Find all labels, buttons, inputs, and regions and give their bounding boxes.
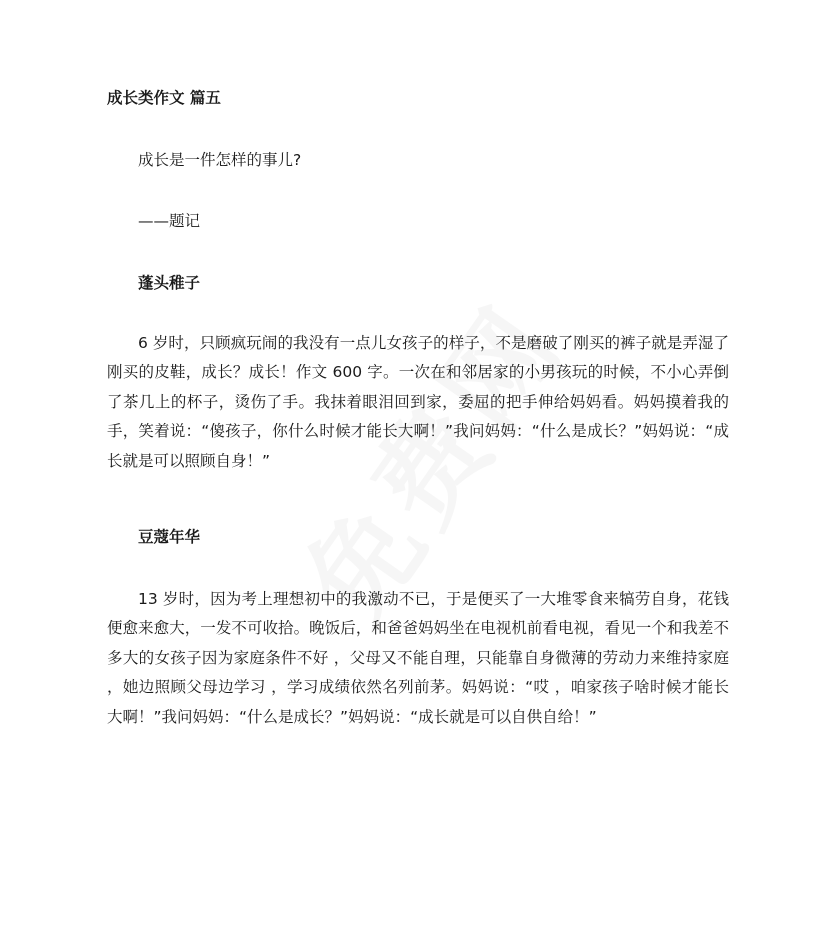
section-heading-2: 豆蔻年华: [138, 528, 201, 546]
epigraph: ——题记: [138, 212, 201, 230]
section-body-1: 6 岁时，只顾疯玩闹的我没有一点儿女孩子的样子，不是磨破了刚买的裤子就是弄湿了刚买的皮鞋，成长？成长！作文 600 字。一次在和邻居家的小男孩玩的时候，不小心弄倒了茶几上的杯子，烫伤了手。我抹着眼泪回到家，委屈的把手伸给妈妈看。妈妈摸着我的手，笑着说：“傻孩子，你什么时候才能长大啊！”我问妈妈：“什么是成长？”妈妈说：“成长就是可以照顾自身！”: [107, 334, 729, 470]
section-heading-1: 蓬头稚子: [138, 274, 201, 292]
section-body-2: 13 岁时，因为考上理想初中的我激动不已，于是便买了一大堆零食来犒劳自身，花钱便愈来愈大，一发不可收拾。晚饭后，和爸爸妈妈坐在电视机前看电视，看见一个和我差不多大的女孩子因为家庭条件不好 ，父母又不能自理，只能靠自身微薄的劳动力来维持家庭 ，她边照顾父母边学习 ，学习成绩依然名列前茅。妈妈说：“哎 ，咱家孩子啥时候才能长大啊！”我问妈妈：“什么是成长？”妈妈说：“成长就是可以自供自给！”: [107, 590, 729, 726]
document-title: 成长类作文 篇五: [107, 89, 221, 107]
question-line: 成长是一件怎样的事儿?: [138, 151, 302, 169]
